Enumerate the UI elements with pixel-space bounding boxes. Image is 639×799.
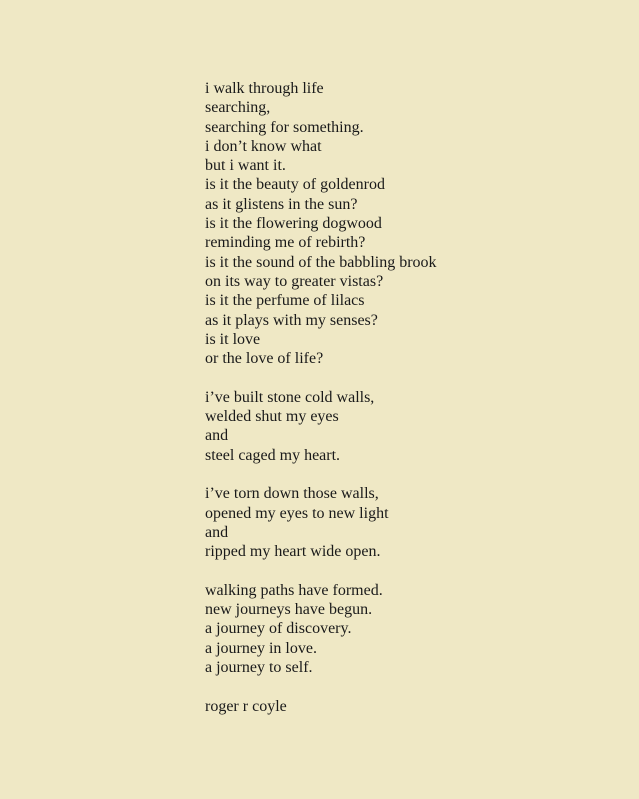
poem-line: walking paths have formed. (205, 581, 383, 599)
poem-line: is it the beauty of goldenrod (205, 176, 385, 194)
poem-line: ripped my heart wide open. (205, 543, 381, 561)
poem-line: is it love (205, 330, 261, 348)
stanza (205, 388, 437, 465)
poem-line: or the love of life? (205, 350, 324, 368)
poem-line: a journey in love. (205, 639, 317, 657)
poem-line: and (205, 427, 229, 445)
poem-line: reminding me of rebirth? (205, 234, 366, 252)
stanza (205, 484, 437, 561)
poem-text (205, 79, 437, 716)
poem-stanzas (205, 79, 437, 677)
poem-line: opened my eyes to new light (205, 504, 389, 522)
poem-line: searching, (205, 99, 271, 117)
poem-line: a journey of discovery. (205, 620, 352, 638)
poem-line: is it the flowering dogwood (205, 215, 382, 233)
poem-line: is it the perfume of lilacs (205, 292, 365, 310)
poem-line: i’ve built stone cold walls, (205, 388, 375, 406)
poem-line: but i want it. (205, 157, 286, 175)
poem-line: is it the sound of the babbling brook (205, 253, 437, 271)
poem-line: a journey to self. (205, 658, 313, 676)
poem-line: as it plays with my senses? (205, 311, 378, 329)
poem-line: welded shut my eyes (205, 408, 339, 426)
stanza (205, 581, 437, 677)
stanza (205, 79, 437, 368)
poem-line: searching for something. (205, 118, 364, 136)
poem-line: on its way to greater vistas? (205, 272, 384, 290)
author-name: roger r coyle (205, 697, 287, 715)
poem-line: as it glistens in the sun? (205, 195, 358, 213)
poem-line: i walk through life (205, 80, 324, 97)
poem-line: i’ve torn down those walls, (205, 485, 379, 503)
poem-line: and (205, 523, 229, 541)
poem-line: steel caged my heart. (205, 446, 341, 464)
poem-line: i don’t know what (205, 137, 322, 155)
poem-line: new journeys have begun. (205, 601, 373, 619)
